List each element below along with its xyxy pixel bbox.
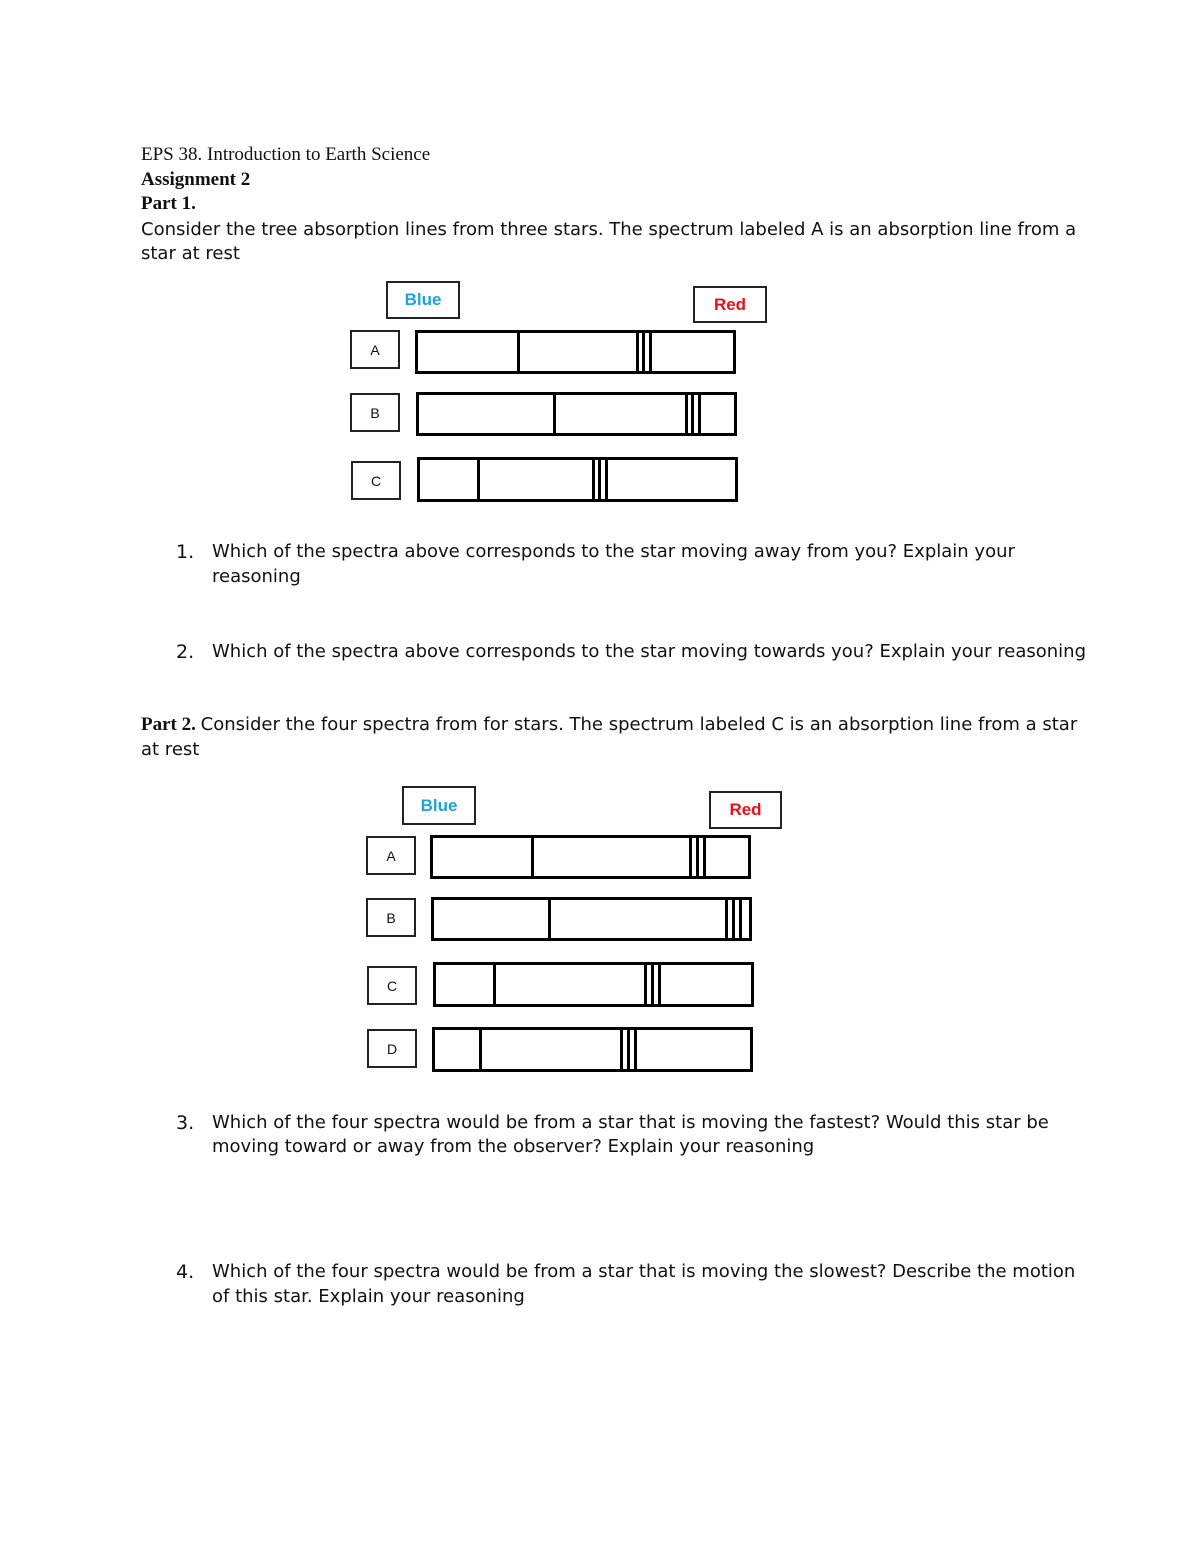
- part1-intro-line1: Consider the tree absorption lines from three stars. The spectrum labeled A is an absorption line from a: [141, 219, 1077, 240]
- part2-title: Part 2.: [141, 714, 196, 735]
- absorption-line: [644, 965, 647, 1004]
- question-4-line1: Which of the four spectra would be from a star that is moving the slowest? Describe the motion: [212, 1261, 1076, 1282]
- absorption-line: [698, 395, 701, 433]
- spectrum-bar-c: [417, 457, 738, 502]
- absorption-line: [696, 838, 699, 876]
- absorption-line: [651, 965, 654, 1004]
- part2-intro-line2: at rest: [141, 739, 200, 760]
- spectrum-label-d: D: [367, 1029, 417, 1068]
- absorption-line: [493, 965, 496, 1004]
- absorption-line: [691, 395, 694, 433]
- spectrum-label-b: B: [366, 898, 416, 937]
- question-1-line2: reasoning: [212, 566, 301, 587]
- part2-intro: [141, 713, 1077, 737]
- question-number: 3.: [176, 1112, 195, 1134]
- absorption-line: [732, 900, 735, 938]
- red-label-box: Red: [693, 286, 767, 323]
- spectrum-bar-a: [415, 330, 736, 374]
- blue-label-box: Blue: [386, 281, 460, 319]
- question-4-line2: of this star. Explain your reasoning: [212, 1286, 525, 1307]
- spectrum-label-a: A: [366, 836, 416, 875]
- question-3-line2: moving toward or away from the observer? Explain your reasoning: [212, 1136, 815, 1157]
- absorption-line: [598, 460, 601, 499]
- absorption-line: [479, 1030, 482, 1069]
- absorption-line: [725, 900, 728, 938]
- absorption-line: [636, 333, 639, 371]
- spectrum-bar-b: [431, 897, 752, 941]
- absorption-line: [531, 838, 534, 876]
- absorption-line: [685, 395, 688, 433]
- course-title: EPS 38. Introduction to Earth Science: [141, 144, 431, 165]
- question-number: 2.: [176, 641, 195, 663]
- part2-intro-line1: Consider the four spectra from for stars. The spectrum labeled C is an absorption line from a star: [200, 714, 1078, 735]
- assignment-title: Assignment 2: [141, 169, 251, 190]
- absorption-line: [477, 460, 480, 499]
- spectrum-bar-b: [416, 392, 737, 436]
- absorption-line: [620, 1030, 623, 1069]
- absorption-line: [592, 460, 595, 499]
- absorption-line: [548, 900, 551, 938]
- question-3-line1: Which of the four spectra would be from a star that is moving the fastest? Would this star be: [212, 1112, 1049, 1133]
- spectrum-bar-a: [430, 835, 751, 879]
- absorption-line: [553, 395, 556, 433]
- blue-label-box: Blue: [402, 786, 476, 825]
- absorption-line: [642, 333, 645, 371]
- absorption-line: [689, 838, 692, 876]
- part1-title: Part 1.: [141, 193, 196, 214]
- question-number: 4.: [176, 1261, 195, 1283]
- absorption-line: [517, 333, 520, 371]
- absorption-line: [605, 460, 608, 499]
- spectrum-bar-c: [433, 962, 754, 1007]
- spectrum-label-c: C: [351, 461, 401, 500]
- absorption-line: [658, 965, 661, 1004]
- question-1-line1: Which of the spectra above corresponds to the star moving away from you? Explain your: [212, 541, 1015, 562]
- spectrum-bar-d: [432, 1027, 753, 1072]
- absorption-line: [634, 1030, 637, 1069]
- spectrum-label-a: A: [350, 330, 400, 369]
- absorption-line: [739, 900, 742, 938]
- absorption-line: [627, 1030, 630, 1069]
- question-number: 1.: [176, 541, 195, 563]
- question-2-line1: Which of the spectra above corresponds to the star moving towards you? Explain your reasoning: [212, 641, 1087, 662]
- spectrum-label-c: C: [367, 966, 417, 1005]
- absorption-line: [649, 333, 652, 371]
- absorption-line: [703, 838, 706, 876]
- red-label-box: Red: [709, 791, 782, 829]
- part1-intro-line2: star at rest: [141, 243, 240, 264]
- spectrum-label-b: B: [350, 393, 400, 432]
